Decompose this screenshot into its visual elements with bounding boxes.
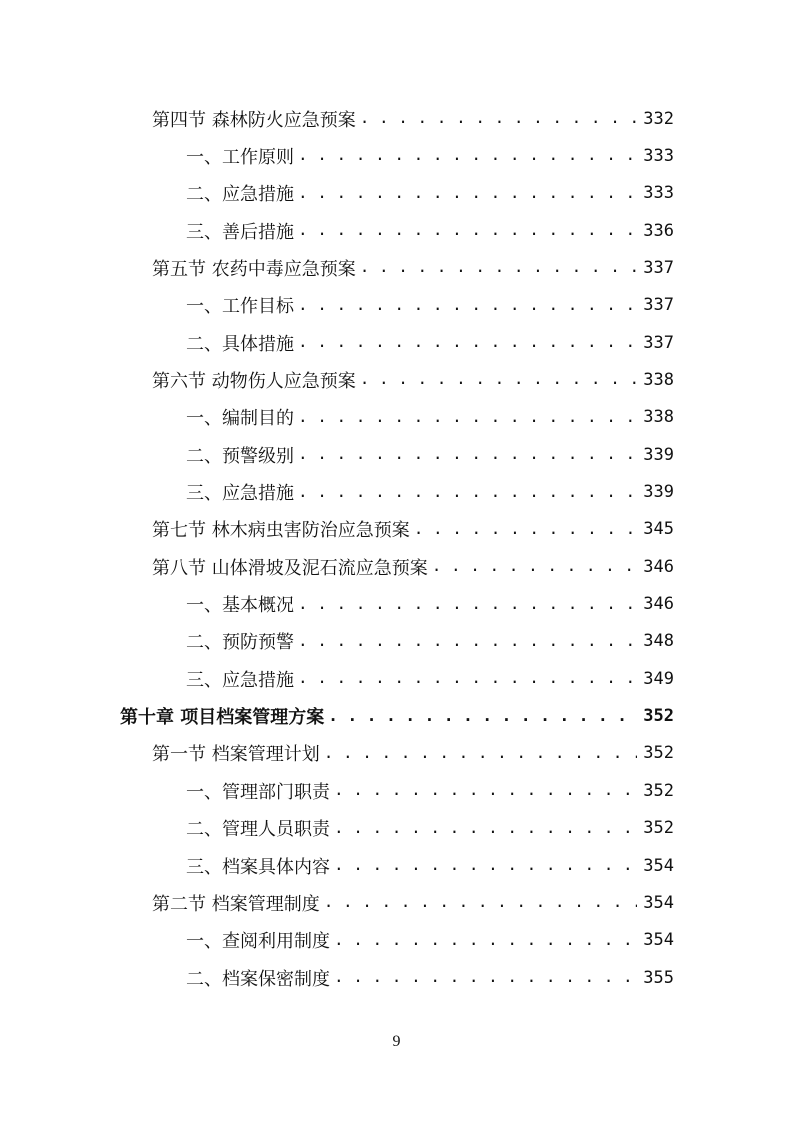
- toc-entry-label: 一、工作目标: [186, 296, 294, 318]
- toc-leader-dots: [334, 780, 637, 799]
- toc-entry-label: 第四节 森林防火应急预案: [152, 109, 356, 131]
- toc-leader-dots: [298, 220, 637, 239]
- toc-leader-dots: [360, 257, 638, 276]
- toc-entry-page: 333: [643, 183, 674, 204]
- toc-leader-dots: [298, 183, 637, 202]
- toc-entry-section[interactable]: [152, 884, 674, 921]
- toc-entry-label: 二、应急措施: [186, 184, 294, 206]
- toc-leader-dots: [298, 407, 637, 426]
- toc-leader-dots: [360, 108, 638, 127]
- toc-entry-label: 三、档案具体内容: [186, 856, 330, 878]
- toc-entry-page: 349: [643, 668, 674, 689]
- toc-entry-label: 一、查阅利用制度: [186, 931, 330, 953]
- toc-entry-page: 338: [643, 369, 674, 390]
- toc-leader-dots: [298, 631, 637, 650]
- toc-entry-section[interactable]: [152, 249, 674, 286]
- toc-entry-item[interactable]: [186, 586, 674, 623]
- toc-entry-page: 339: [643, 444, 674, 465]
- toc-entry-item[interactable]: [186, 847, 674, 884]
- toc-entry-page: 346: [643, 556, 674, 577]
- toc-entry-label: 第七节 林木病虫害防治应急预案: [152, 520, 410, 542]
- toc-entry-label: 第二节 档案管理制度: [152, 893, 320, 915]
- toc-entry-label: 第五节 农药中毒应急预案: [152, 258, 356, 280]
- toc-leader-dots: [334, 930, 637, 949]
- toc-entry-item[interactable]: [186, 212, 674, 249]
- toc-entry-label: 第一节 档案管理计划: [152, 744, 320, 766]
- toc-leader-dots: [328, 706, 637, 725]
- toc-leader-dots: [334, 855, 637, 874]
- toc-entry-page: 348: [643, 631, 674, 652]
- toc-entry-section[interactable]: [152, 100, 674, 137]
- toc-leader-dots: [298, 295, 637, 314]
- toc-entry-item[interactable]: [186, 474, 674, 511]
- toc-entry-page: 352: [643, 743, 674, 764]
- toc-entry-page: 332: [643, 108, 674, 129]
- toc-entry-item[interactable]: [186, 137, 674, 174]
- toc-entry-label: 二、档案保密制度: [186, 968, 330, 990]
- toc-entry-label: 第十章 项目档案管理方案: [120, 707, 325, 729]
- toc-leader-dots: [360, 369, 638, 388]
- toc-leader-dots: [298, 145, 637, 164]
- toc-entry-chapter[interactable]: [120, 698, 674, 735]
- toc-entry-label: 三、应急措施: [186, 669, 294, 691]
- toc-leader-dots: [324, 743, 638, 762]
- toc-entry-item[interactable]: [186, 399, 674, 436]
- toc-entry-page: 339: [643, 482, 674, 502]
- toc-entry-label: 二、具体措施: [186, 333, 294, 355]
- toc-leader-dots: [324, 892, 638, 911]
- toc-entry-label: 三、应急措施: [186, 483, 294, 504]
- toc-entry-label: 一、基本概况: [186, 595, 294, 617]
- toc-entry-label: 二、预警级别: [186, 445, 294, 467]
- toc-entry-page: 354: [643, 892, 674, 913]
- toc-entry-item[interactable]: [186, 922, 674, 959]
- toc-entry-label: 二、管理人员职责: [186, 819, 330, 841]
- toc-entry-page: 355: [643, 967, 674, 988]
- toc-entry-item[interactable]: [186, 436, 674, 473]
- toc-entry-page: 337: [643, 332, 674, 353]
- toc-leader-dots: [298, 482, 637, 501]
- toc-entry-page: 346: [643, 594, 674, 615]
- toc-leader-dots: [298, 332, 637, 351]
- toc-entry-label: 一、管理部门职责: [186, 781, 330, 803]
- toc-leader-dots: [334, 967, 637, 986]
- toc-entry-page: 338: [643, 407, 674, 428]
- toc-entry-page: 345: [643, 519, 674, 540]
- toc-entry-section[interactable]: [152, 361, 674, 398]
- toc-entry-section[interactable]: [152, 511, 674, 548]
- toc-entry-label: 二、预防预警: [186, 632, 294, 654]
- toc-entry-label: 一、工作原则: [186, 146, 294, 168]
- toc-entry-item[interactable]: [186, 623, 674, 660]
- toc-entry-page: 337: [643, 257, 674, 278]
- toc-entry-page: 337: [643, 295, 674, 316]
- toc-entry-section[interactable]: [152, 548, 674, 585]
- toc-entry-item[interactable]: [186, 959, 674, 996]
- toc-entry-page: 333: [643, 145, 674, 166]
- toc-entry-label: 三、善后措施: [186, 221, 294, 243]
- toc-entry-page: 354: [643, 930, 674, 951]
- toc-leader-dots: [298, 444, 637, 463]
- toc-entry-item[interactable]: [186, 810, 674, 847]
- toc-entry-item[interactable]: [186, 772, 674, 809]
- toc-leader-dots: [414, 519, 638, 538]
- toc-entry-page: 336: [643, 220, 674, 241]
- toc-leader-dots: [298, 594, 637, 613]
- toc-entry-page: 352: [643, 818, 674, 839]
- toc-entry-label: 第八节 山体滑坡及泥石流应急预案: [152, 557, 428, 579]
- toc-entry-item[interactable]: [186, 287, 674, 324]
- toc-entry-page: 352: [643, 706, 674, 727]
- toc-entry-label: 一、编制目的: [186, 408, 294, 430]
- toc-leader-dots: [432, 556, 638, 575]
- toc-entry-item[interactable]: [186, 660, 674, 697]
- toc-leader-dots: [334, 818, 637, 837]
- toc-entry-page: 354: [643, 855, 674, 876]
- toc-leader-dots: [298, 668, 637, 687]
- toc-entry-item[interactable]: [186, 324, 674, 361]
- toc-entry-label: 第六节 动物伤人应急预案: [152, 370, 356, 392]
- toc-entry-item[interactable]: [186, 175, 674, 212]
- toc-entry-section[interactable]: [152, 735, 674, 772]
- toc-entry-page: 352: [643, 780, 674, 801]
- page-number: 9: [392, 1033, 401, 1050]
